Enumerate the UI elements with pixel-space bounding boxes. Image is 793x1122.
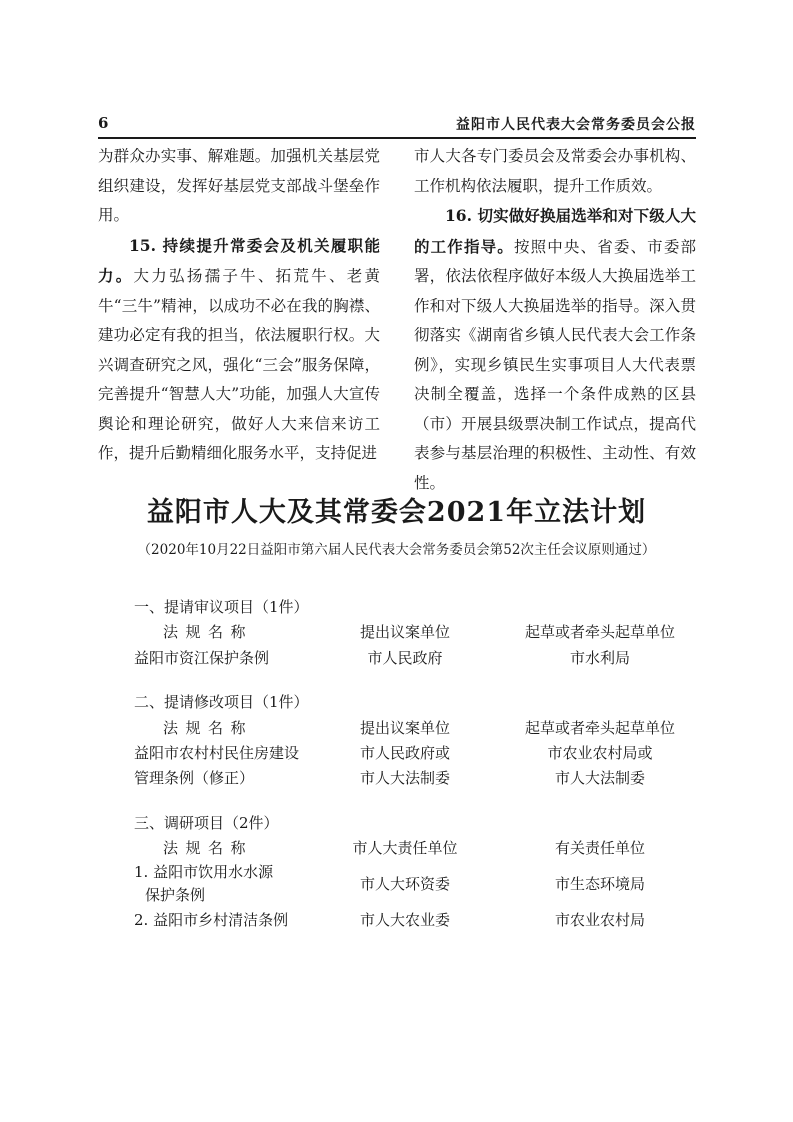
item-15-text: 大力弘扬孺子牛、拓荒牛、老黄牛“三牛”精神，以成功不必在我的胸襟、建功必定有我的担当，依法履职行权。大兴调查研究之风，强化“三会”服务保障，完善提升“智慧人大”功能，加强人大宣传舆论和理论研究，做好人大来信来访工作，提升后勤精细化服务水平，支持促进	[98, 267, 380, 462]
page-header	[98, 112, 696, 136]
header-divider	[98, 137, 696, 139]
paragraph-item-15	[98, 231, 380, 469]
section-2-row-proposer-line1: 市人民政府或	[359, 744, 450, 762]
publication-title: 益阳市人民代表大会常务委员会公报	[456, 117, 696, 133]
section-3-row1-related: 市生态环境局	[554, 875, 645, 893]
section-2-row-name-line1: 益阳市农村村民住房建设	[134, 744, 300, 762]
plan-title: 益阳市人大及其常委会2021年立法计划	[146, 497, 647, 528]
section-3-row1-name-line2: 保护条例	[145, 886, 206, 904]
paragraph-continuation-right: 市人大各专门委员会及常委会办事机构、工作机构依法履职，提升工作质效。	[414, 147, 696, 195]
paragraph-continuation: 为群众办实事、解难题。加强机关基层党组织建设，发挥好基层党支部战斗堡垒作用。	[98, 147, 380, 224]
section-2-col-drafter: 起草或者牵头起草单位	[524, 719, 675, 737]
section-3-row2-related: 市农业农村局	[554, 911, 645, 929]
section-2-heading: 二、提请修改项目（1件）	[134, 693, 309, 711]
section-2-row-drafter-line2: 市人大法制委	[554, 769, 645, 787]
section-1-col-proposer: 提出议案单位	[359, 623, 450, 641]
left-column	[98, 142, 380, 469]
section-3-col-unit: 市人大责任单位	[352, 839, 458, 857]
section-2-row-drafter-line1: 市农业农村局或	[547, 744, 653, 762]
section-3-heading: 三、调研项目（2件）	[134, 814, 279, 832]
section-3-row2-name: 2. 益阳市乡村清洁条例	[134, 911, 289, 929]
item-15-heading: 15. 持续提升常委会及机关履职能力。	[98, 235, 380, 285]
section-2-row-name-line2: 管理条例（修正）	[134, 769, 255, 787]
section-3-row1-name-line1: 1. 益阳市饮用水水源	[134, 863, 274, 881]
page-number: 6	[98, 114, 109, 132]
section-3-row2-unit: 市人大农业委	[359, 911, 450, 929]
section-3-row1-unit: 市人大环资委	[359, 875, 450, 893]
plan-subtitle: （2020年10月22日益阳市第六届人民代表大会常务委员会第52次主任会议原则通过）	[137, 542, 656, 558]
section-2-col-name: 法规名称	[163, 719, 254, 737]
section-1-col-drafter: 起草或者牵头起草单位	[524, 623, 675, 641]
item-16-text: 按照中央、省委、市委部署，依法依程序做好本级人大换届选举工作和对下级人大换届选举的指导。深入贯彻落实《湖南省乡镇人民代表大会工作条例》，实现乡镇民生实事项目人大代表票决制全覆盖，选择一个条件成熟的区县（市）开展县级票决制工作试点，提高代表参与基层治理的积极性、主动性、有效性。	[414, 237, 696, 492]
section-3-col-name: 法规名称	[163, 839, 254, 857]
section-1-row-name: 益阳市资江保护条例	[134, 649, 270, 667]
section-2-col-proposer: 提出议案单位	[359, 719, 450, 737]
section-1-col-name: 法规名称	[163, 623, 254, 641]
section-2-row-proposer-line2: 市人大法制委	[359, 769, 450, 787]
section-1-row-proposer: 市人民政府	[367, 649, 443, 667]
right-column	[414, 142, 696, 498]
section-1-heading: 一、提请审议项目（1件）	[134, 598, 309, 616]
section-1-row-drafter: 市水利局	[569, 649, 630, 667]
item-16-heading: 16. 切实做好换届选举和对下级人大的工作指导。	[414, 206, 696, 256]
paragraph-item-16	[414, 201, 696, 498]
section-3-col-related: 有关责任单位	[554, 839, 645, 857]
